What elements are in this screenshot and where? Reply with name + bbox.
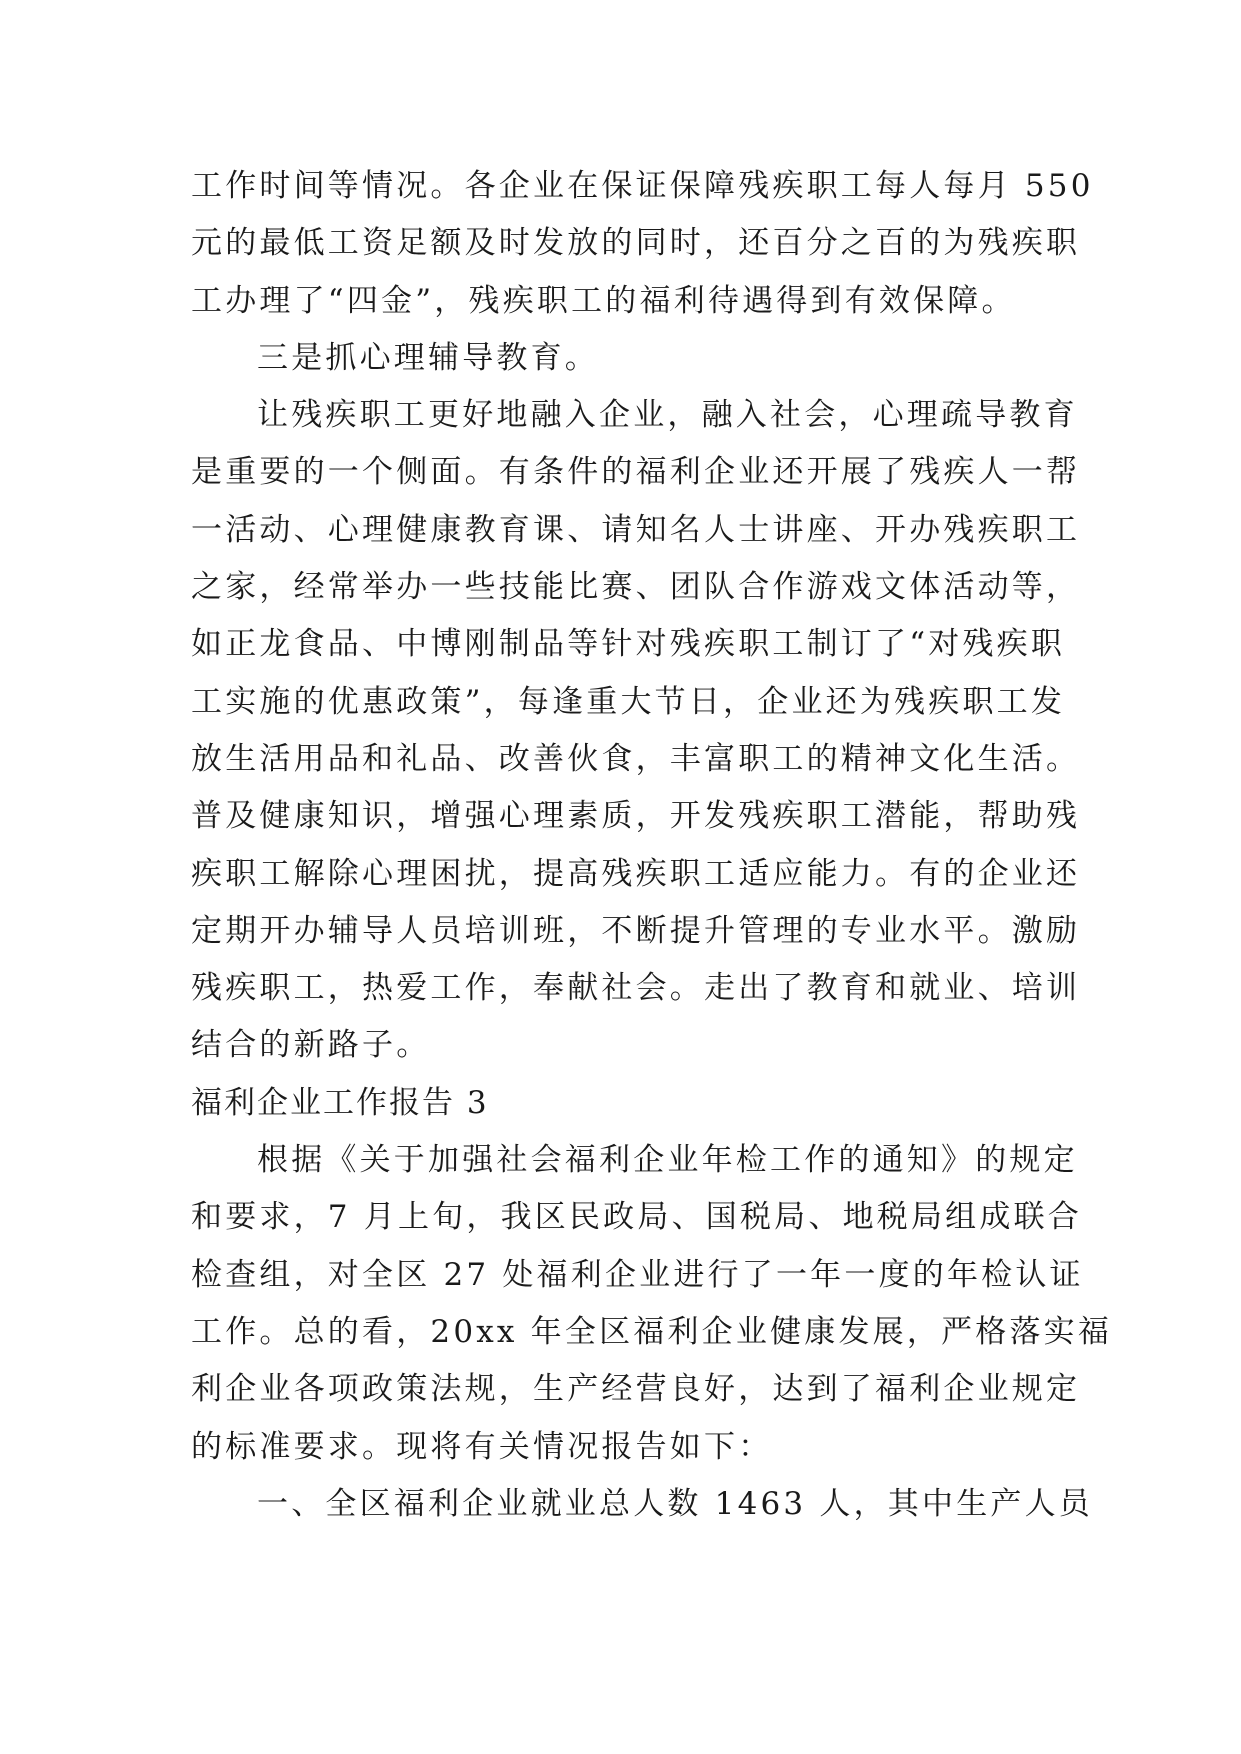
paragraph-1-line-2: 元的最低工资足额及时发放的同时，还百分之百的为残疾职 [191, 225, 1081, 262]
paragraph-2-line-7: 放生活用品和礼品、改善伙食，丰富职工的精神文化生活。 [191, 740, 1081, 777]
paragraph-3-line-3: 检查组，对全区 27 处福利企业进行了一年一度的年检认证 [191, 1256, 1084, 1293]
paragraph-3-line-2: 和要求，7 月上旬，我区民政局、国税局、地税局组成联合 [191, 1199, 1082, 1236]
section-title: 福利企业工作报告 3 [191, 1084, 489, 1121]
paragraph-3-line-6: 的标准要求。现将有关情况报告如下： [191, 1428, 773, 1465]
paragraph-2-line-11: 残疾职工，热爱工作，奉献社会。走出了教育和就业、培训 [191, 970, 1081, 1007]
point-3-title: 三是抓心理辅导教育。 [257, 339, 599, 376]
paragraph-4-line-1: 一、全区福利企业就业总人数 1463 人，其中生产人员 [257, 1485, 1093, 1522]
paragraph-2-line-1: 让残疾职工更好地融入企业，融入社会，心理疏导教育 [257, 397, 1078, 434]
paragraph-2-line-12: 结合的新路子。 [191, 1027, 431, 1064]
paragraph-2-line-4: 之家，经常举办一些技能比赛、团队合作游戏文体活动等， [191, 569, 1081, 606]
paragraph-2-line-3: 一活动、心理健康教育课、请知名人士讲座、开办残疾职工 [191, 511, 1081, 548]
paragraph-2-line-6: 工实施的优惠政策”，每逢重大节日，企业还为残疾职工发 [191, 683, 1066, 720]
paragraph-1-line-3: 工办理了“四金”，残疾职工的福利待遇得到有效保障。 [191, 282, 1016, 319]
paragraph-3-line-4: 工作。总的看，20xx 年全区福利企业健康发展，严格落实福 [191, 1313, 1113, 1350]
document-body [191, 158, 1113, 1533]
paragraph-2-line-8: 普及健康知识，增强心理素质，开发残疾职工潜能，帮助残 [191, 798, 1081, 835]
paragraph-3-line-5: 利企业各项政策法规，生产经营良好，达到了福利企业规定 [191, 1371, 1081, 1408]
paragraph-2-line-9: 疾职工解除心理困扰，提高残疾职工适应能力。有的企业还 [191, 855, 1081, 892]
paragraph-2-line-2: 是重要的一个侧面。有条件的福利企业还开展了残疾人一帮 [191, 454, 1081, 491]
paragraph-3-line-1: 根据《关于加强社会福利企业年检工作的通知》的规定 [257, 1142, 1078, 1179]
paragraph-2-line-5: 如正龙食品、中博刚制品等针对残疾职工制订了“对残疾职 [191, 626, 1066, 663]
paragraph-2-line-10: 定期开办辅导人员培训班，不断提升管理的专业水平。激励 [191, 912, 1081, 949]
paragraph-1-line-1: 工作时间等情况。各企业在保证保障残疾职工每人每月 550 [191, 168, 1094, 204]
